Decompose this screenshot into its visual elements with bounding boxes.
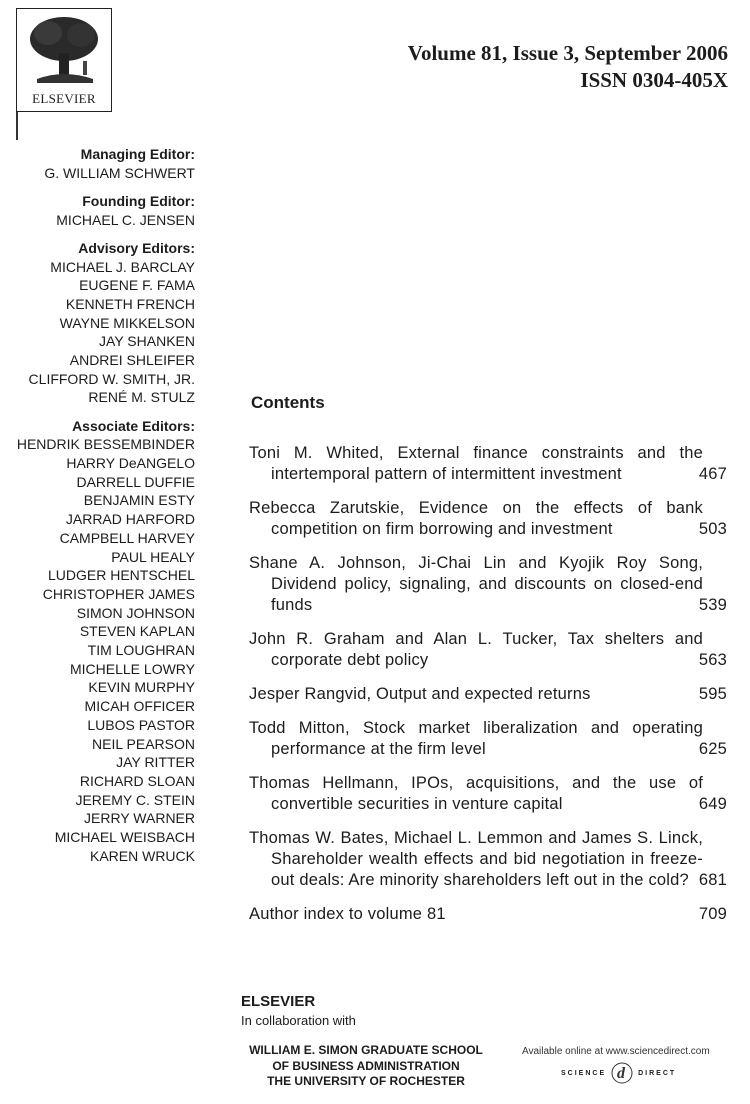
editor-name: KAREN WRUCK bbox=[89, 847, 195, 864]
editor-name: G. WILLIAM SCHWERT bbox=[44, 164, 195, 181]
tree-icon bbox=[23, 13, 105, 89]
editor-name: STEVEN KAPLAN bbox=[79, 623, 195, 640]
editor-name: JEREMY C. STEIN bbox=[75, 791, 195, 808]
logo-rule bbox=[16, 112, 18, 140]
sciencedirect-logo bbox=[561, 1062, 676, 1084]
editor-name: MICAH OFFICER bbox=[84, 698, 195, 715]
editor-name: KENNETH FRENCH bbox=[65, 295, 195, 312]
editor-name: MICHAEL C. JENSEN bbox=[56, 211, 195, 228]
editor-name: RENÉ M. STULZ bbox=[88, 389, 195, 406]
at-sign-icon bbox=[609, 1062, 635, 1084]
editor-name: NEIL PEARSON bbox=[92, 735, 195, 752]
editor-group bbox=[17, 192, 195, 229]
toc-entry bbox=[249, 443, 729, 485]
editor-name: MICHAEL WEISBACH bbox=[54, 829, 195, 846]
editor-name: JERRY WARNER bbox=[84, 810, 195, 827]
publisher-block bbox=[241, 993, 356, 1028]
editor-role: Founding Editor: bbox=[82, 192, 195, 209]
editor-group bbox=[17, 417, 195, 866]
collaboration-note: In collaboration with bbox=[241, 1013, 356, 1028]
page-number: 539 bbox=[698, 596, 727, 614]
publisher-name: ELSEVIER bbox=[241, 993, 316, 1010]
editor-name: PAUL HEALY bbox=[111, 548, 195, 565]
editor-name: CHRISTOPHER JAMES bbox=[42, 585, 195, 602]
editor-name: HARRY DeANGELO bbox=[66, 455, 195, 472]
editor-group bbox=[17, 145, 195, 182]
toc-entry bbox=[249, 629, 729, 671]
available-online-note: Available online at www.sciencedirect.com bbox=[522, 1046, 710, 1057]
editor-name: JARRAD HARFORD bbox=[65, 511, 195, 528]
editor-name: SIMON JOHNSON bbox=[76, 604, 195, 621]
article-title: Rebecca Zarutskie, Evidence on the effects of bank competition on firm borrowing and investment bbox=[249, 499, 703, 538]
article-title: Todd Mitton, Stock market liberalization and operating performance at the firm level bbox=[249, 719, 703, 758]
elsevier-logo bbox=[16, 8, 112, 112]
article-title: Toni M. Whited, External finance constraints and the intertemporal pattern of intermittent investment bbox=[249, 444, 703, 483]
editor-name: HENDRIK BESSEMBINDER bbox=[16, 436, 195, 453]
contents-title: Contents bbox=[251, 393, 325, 412]
sd-word-left: SCIENCE bbox=[561, 1069, 607, 1077]
editor-role: Associate Editors: bbox=[72, 417, 195, 434]
editor-name: TIM LOUGHRAN bbox=[87, 642, 195, 659]
editor-name: RICHARD SLOAN bbox=[79, 773, 195, 789]
toc-entry bbox=[249, 828, 729, 891]
article-title: John R. Graham and Alan L. Tucker, Tax shelters and corporate debt policy bbox=[249, 630, 703, 669]
page-number: 563 bbox=[698, 651, 727, 669]
editor-group bbox=[17, 239, 195, 407]
toc-entry bbox=[249, 904, 729, 925]
editor-name: EUGENE F. FAMA bbox=[79, 277, 195, 294]
editor-name: CLIFFORD W. SMITH, JR. bbox=[28, 370, 195, 387]
svg-text:d: d bbox=[617, 1065, 628, 1082]
editor-name: CAMPBELL HARVEY bbox=[59, 529, 195, 546]
editor-name: BENJAMIN ESTY bbox=[83, 492, 195, 509]
page-number: 503 bbox=[698, 520, 727, 538]
sd-word-right: DIRECT bbox=[638, 1069, 677, 1077]
editor-name: WAYNE MIKKELSON bbox=[59, 314, 195, 331]
article-title: Author index to volume 81 bbox=[249, 905, 446, 923]
logo-wordmark: ELSEVIER bbox=[32, 91, 96, 106]
editor-name: DARRELL DUFFIE bbox=[76, 473, 195, 490]
editor-role: Managing Editor: bbox=[80, 146, 195, 162]
editor-name: ANDREI SHLEIFER bbox=[69, 352, 195, 369]
issn-line: ISSN 0304-405X bbox=[580, 68, 728, 92]
toc-entry bbox=[249, 718, 729, 760]
table-of-contents bbox=[249, 443, 729, 938]
school-line: OF BUSINESS ADMINISTRATION bbox=[272, 1058, 460, 1073]
toc-entry bbox=[249, 684, 729, 705]
editor-name: MICHELLE LOWRY bbox=[70, 660, 195, 677]
toc-entry bbox=[249, 553, 729, 616]
toc-entry bbox=[249, 498, 729, 540]
school-name bbox=[241, 1043, 491, 1090]
editorial-board bbox=[17, 145, 195, 875]
page-number: 681 bbox=[698, 871, 727, 889]
school-line: THE UNIVERSITY OF ROCHESTER bbox=[267, 1074, 465, 1088]
editor-name: JAY RITTER bbox=[116, 754, 195, 771]
page-number: 709 bbox=[698, 905, 727, 923]
journal-header bbox=[408, 40, 728, 94]
editor-name: KEVIN MURPHY bbox=[88, 679, 195, 696]
article-title: Shane A. Johnson, Ji-Chai Lin and Kyojik Roy Song, Dividend policy, signaling, and discounts on closed-end funds bbox=[249, 554, 703, 614]
article-title: Thomas Hellmann, IPOs, acquisitions, and the use of convertible securities in venture capital bbox=[249, 774, 703, 813]
editor-name: MICHAEL J. BARCLAY bbox=[50, 258, 195, 275]
editor-name: LUBOS PASTOR bbox=[87, 716, 195, 733]
article-title: Jesper Rangvid, Output and expected returns bbox=[249, 685, 591, 703]
toc-entry bbox=[249, 773, 729, 815]
page-number: 595 bbox=[698, 685, 727, 703]
editor-name: JAY SHANKEN bbox=[99, 333, 195, 350]
editor-role: Advisory Editors: bbox=[78, 239, 195, 256]
school-line: WILLIAM E. SIMON GRADUATE SCHOOL bbox=[249, 1043, 483, 1057]
article-title: Thomas W. Bates, Michael L. Lemmon and James S. Linck, Shareholder wealth effects and bid negotiation in freeze-out deals: Are minority shareholders left out in the cold? bbox=[249, 829, 703, 889]
editor-name: LUDGER HENTSCHEL bbox=[47, 567, 195, 584]
page-number: 649 bbox=[698, 795, 727, 813]
page-number: 625 bbox=[698, 740, 727, 758]
page-number: 467 bbox=[698, 465, 727, 483]
volume-issue-line: Volume 81, Issue 3, September 2006 bbox=[407, 41, 728, 65]
